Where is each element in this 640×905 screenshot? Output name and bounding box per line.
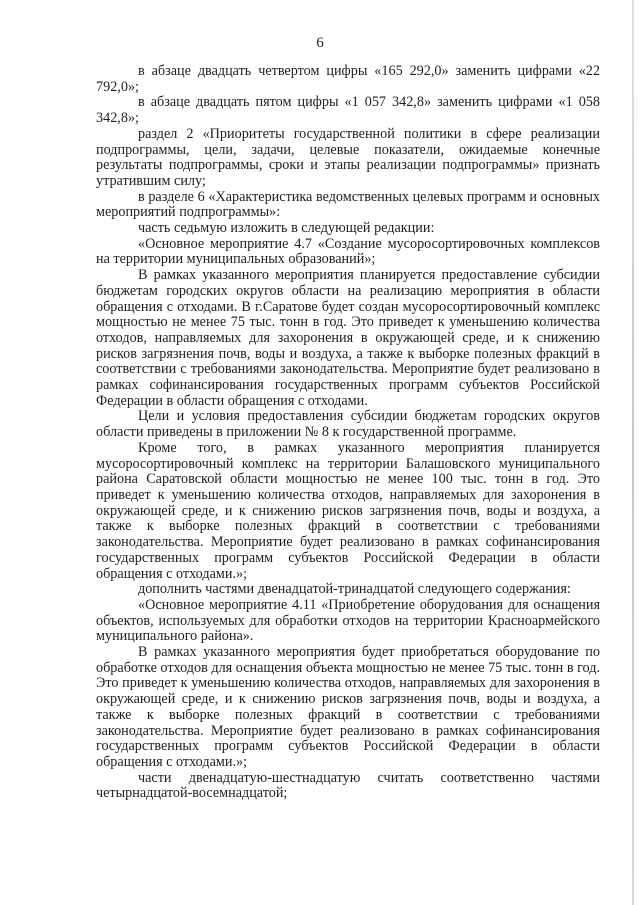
- page-number: 6: [316, 35, 324, 51]
- paragraph-subsidy-conditions: Цели и условия предоставления субсидии бюджетам городских округов области приведены в приложении № 8 к государственной программе.: [96, 408, 600, 441]
- paragraph-amend-25th: в абзаце двадцать пятом цифры «1 057 342,8» заменить цифрами «1 058 342,8»;: [96, 94, 600, 127]
- paragraph-amend-24th: в абзаце двадцать четвертом цифры «165 292,0» заменить цифрами «22 792,0»;: [96, 63, 600, 95]
- scan-edge-line: [632, 0, 634, 905]
- paragraph-section-2-repeal: раздел 2 «Приоритеты государственной политики в сфере реализации подпрограммы, цели, задачи, целевые показатели, ожидаемые конечные результаты подпрограммы, сроки и этапы реализации подпрограммы» признать утратившим силу;: [96, 125, 600, 189]
- paragraph-add-parts-intro: дополнить частями двенадцатой-тринадцатой следующего содержания:: [138, 581, 571, 598]
- paragraph-part-7-intro: часть седьмую изложить в следующей редакции:: [138, 220, 435, 237]
- paragraph-section-6-intro: в разделе 6 «Характеристика ведомственных целевых программ и основных мероприятий подпрограммы»:: [96, 188, 600, 221]
- paragraph-measure-4-11-body: В рамках указанного мероприятия будет приобретаться оборудование по обработке отходов для оснащения объекта мощностью не менее 75 тыс. тонн в год. Это приведет к уменьшению количества отходов, направляемых для захоронения в окружающей среде, и к снижению рисков загрязнения почв, воды и воздуха, а также к выборке полезных фракций в соответствии с требованиями законодательства. Мероприятие будет реализовано в рамках софинансирования государственных программ субъектов Российской Федерации в области обращения с отходами.»;: [96, 644, 600, 770]
- document-body: [96, 64, 600, 802]
- paragraph-measure-4-11-title: «Основное мероприятие 4.11 «Приобретение оборудования для оснащения объектов, используемых для обработки отходов на территории Красноармейского муниципального района».: [96, 596, 600, 645]
- paragraph-measure-4-7-body: В рамках указанного мероприятия планируется предоставление субсидии бюджетам городских округов области на реализацию мероприятия в области обращения с отходами. В г.Саратове будет создан мусоросортировочный комплекс мощностью не менее 75 тыс. тонн в год. Это приведет к уменьшению количества отходов, направляемых для захоронения в окружающей среде, и к снижению рисков загрязнения почв, воды и воздуха, а также к выборке полезных фракций в соответствии с требованиями законодательства. Мероприятие будет реализовано в рамках софинансирования государственных программ субъектов Российской Федерации в области обращения с отходами.: [96, 267, 600, 409]
- paragraph-balashov-complex: Кроме того, в рамках указанного мероприятия планируется мусоросортировочный комплекс на территории Балашовского муниципального района Саратовской области мощностью не менее 100 тыс. тонн в год. Это приведет к уменьшению количества отходов, направляемых для захоронения в окружающей среде, и к снижению рисков загрязнения почв, воды и воздуха, а также к выборке полезных фракций в соответствии с требованиями законодательства. Мероприятие будет реализовано в рамках софинансирования государственных программ субъектов Российской Федерации в области обращения с отходами.»;: [96, 439, 600, 582]
- paragraph-measure-4-7-title: «Основное мероприятие 4.7 «Создание мусоросортировочных комплексов на территории муниципальных образований»;: [96, 235, 600, 268]
- paragraph-renumber-parts: части двенадцатую-шестнадцатую считать соответственно частями четырнадцатой-восемнадцатой;: [96, 769, 600, 802]
